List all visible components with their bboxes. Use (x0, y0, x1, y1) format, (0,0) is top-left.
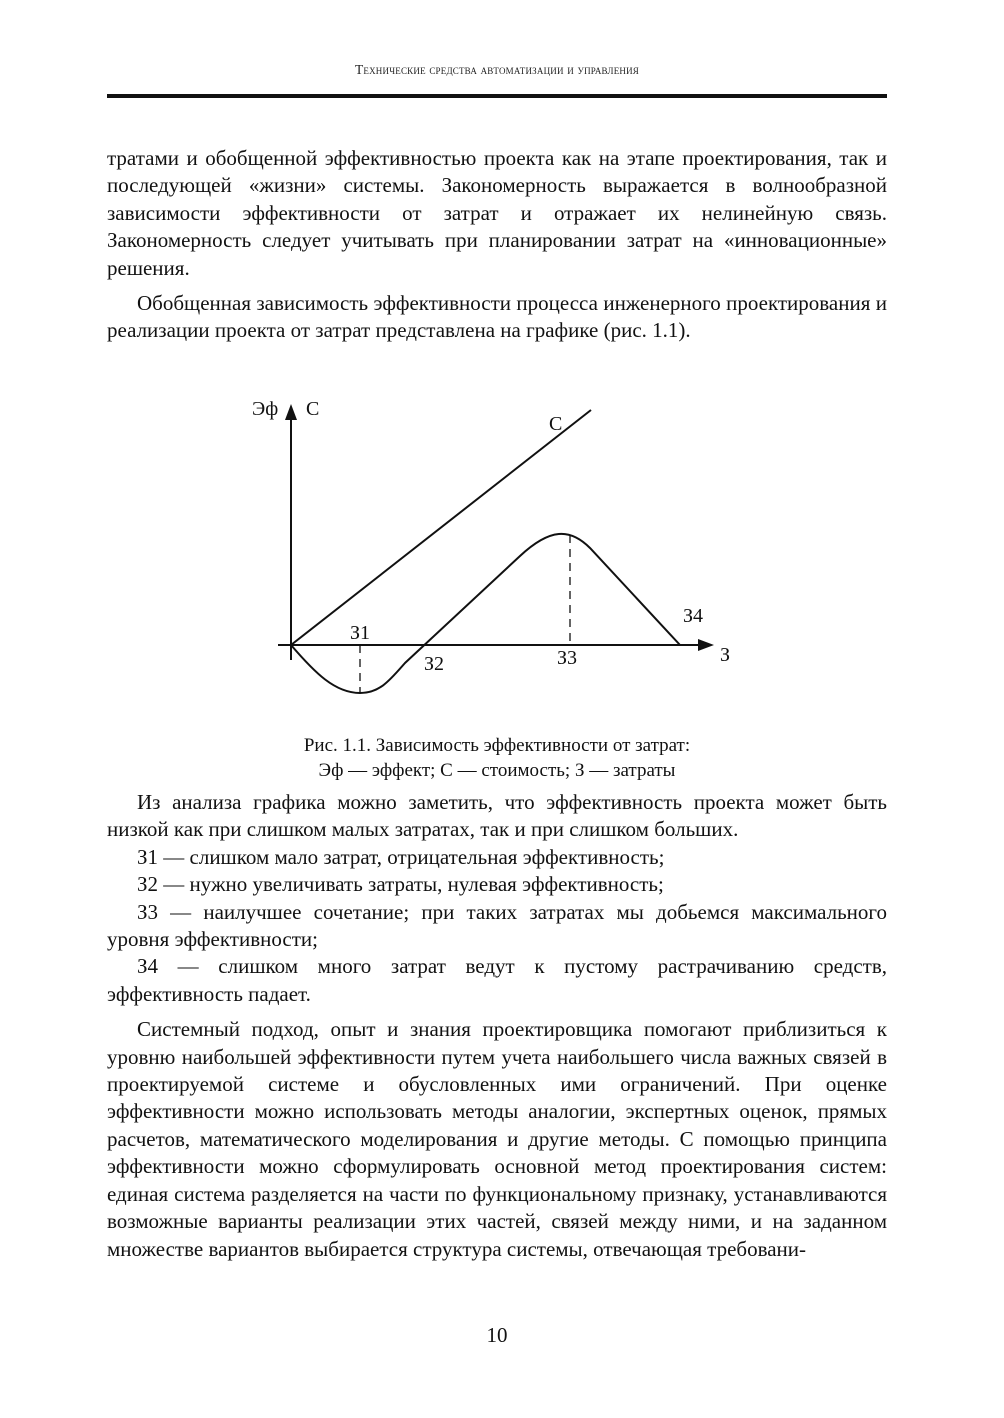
running-header: Технические средства автоматизации и управления (354, 62, 640, 77)
list-item-z1: З1 — слишком мало затрат, отрицательная эффективность; (137, 844, 665, 869)
efficiency-curve (291, 534, 680, 693)
x-axis-arrow (698, 639, 714, 651)
cost-line-label: С (549, 413, 563, 435)
y-axis-arrow (285, 404, 297, 420)
header-rule (107, 94, 887, 98)
caption-legend: Эф — эффект; С — стоимость; З — затраты (318, 760, 676, 781)
paragraph-analysis: Из анализа графика можно заметить, что эффективность проекта может быть низкой как при слишком малых затратах, так и при слишком больших. (107, 790, 887, 842)
paragraph-continuation: тратами и обобщенной эффективностью проекта как на этапе проектирования, так и последующей «жизни» системы. Закономерность выражается в волнообразной зависимости эффективности от затрат и отражает их нелинейную связь. Закономерность следует учитывать при планировании затрат на «инновационные» решения. (107, 146, 887, 280)
list-item-z4: З4 — слишком много затрат ведут к пустому растрачиванию средств, эффективность падает. (107, 954, 887, 1006)
list-item-z2: З2 — нужно увеличивать затраты, нулевая эффективность; (137, 872, 664, 897)
figure-efficiency-vs-cost (230, 388, 770, 708)
y-axis-label-cost: С (306, 398, 320, 420)
cost-line (291, 410, 591, 645)
caption-title: Рис. 1.1. Зависимость эффективности от затрат: (303, 735, 691, 756)
figure-caption (107, 733, 887, 783)
intro-text (107, 145, 887, 345)
point-label-z2: З2 (424, 653, 445, 675)
point-label-z1: З1 (350, 622, 371, 644)
analysis-text (107, 789, 887, 1263)
page-number: 10 (486, 1323, 508, 1347)
efficiency-graph (230, 388, 770, 708)
y-axis-label: Эф (252, 398, 279, 420)
point-label-z3: З3 (557, 647, 578, 669)
paragraph-figure-reference: Обобщенная зависимость эффективности процесса инженерного проектирования и реализации проекта от затрат представлена на графике (рис. 1.1). (107, 291, 887, 343)
list-item-z3: З3 — наилучшее сочетание; при таких затратах мы добьемся максимального уровня эффективности; (107, 899, 887, 952)
point-label-z4: З4 (683, 605, 704, 627)
paragraph-system-approach: Системный подход, опыт и знания проектировщика помогают приблизиться к уровню наибольшей эффективности путем учета наибольшего числа важных связей в проектируемой системе и обусловленных ими ограничений. При оценке эффективности можно использовать методы аналогии, экспертных оценок, прямых расчетов, математического моделирования и другие методы. С помощью принципа эффективности можно сформулировать основной метод проектирования систем: единая система разделяется на части по функциональному признаку, устанавливаются возможные варианты реализации этих частей, связей между ними, и на заданном множестве вариантов выбирается структура системы, отвечающая требовани- (107, 1017, 887, 1261)
x-axis-label: З (720, 644, 731, 666)
